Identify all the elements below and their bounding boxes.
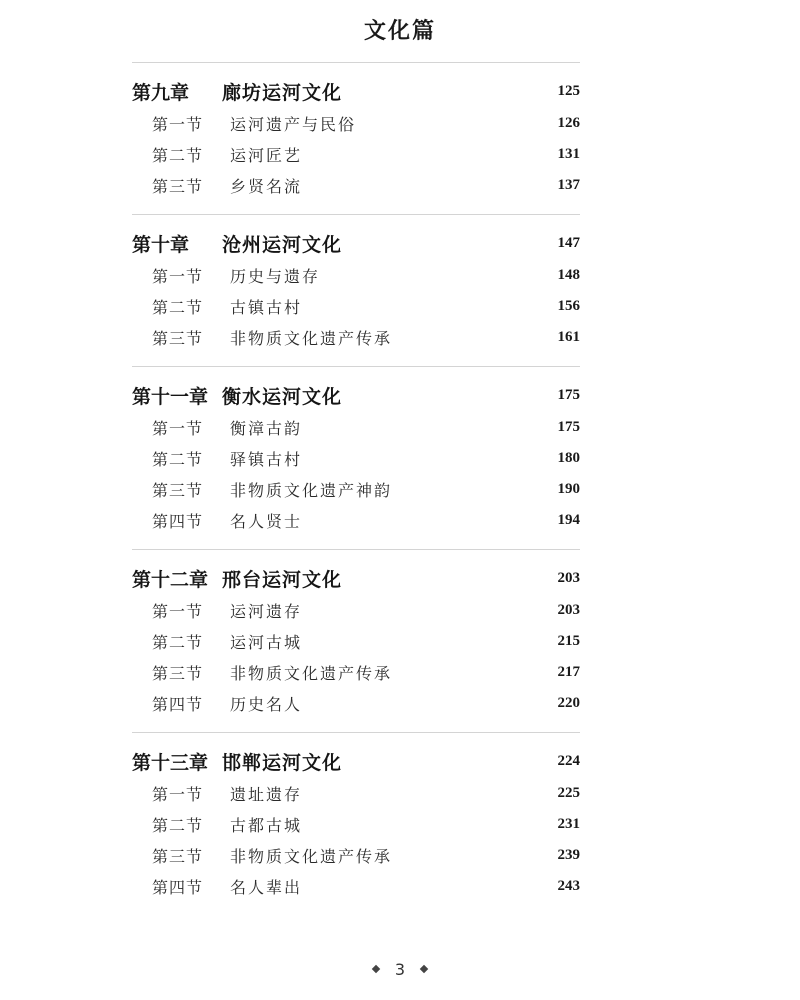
section-page-number: 231 [557,816,580,832]
section-label [132,509,302,532]
chapter-title: 沧州运河文化 [222,233,343,256]
section-label [132,844,392,867]
section-label [132,599,302,622]
section-number: 第二节 [152,298,204,317]
section-page-number: 215 [557,633,580,649]
chapter-number: 第十二章 [132,568,209,591]
chapter-row[interactable] [132,561,580,595]
section-number: 第三节 [152,481,204,500]
section-title: 运河古城 [230,633,303,652]
chapter-label [132,748,342,775]
section-label [132,813,302,836]
section-row[interactable] [132,595,580,626]
section-label [132,112,356,135]
section-row[interactable] [132,170,580,201]
section-number: 第三节 [152,177,204,196]
section-page-number: 137 [557,177,580,193]
page-number: 3 [394,960,406,979]
section-row[interactable] [132,412,580,443]
section-label [132,478,392,501]
section-title: 乡贤名流 [230,177,303,196]
section-row[interactable] [132,260,580,291]
chapter-block [132,549,580,732]
section-number: 第四节 [152,695,204,714]
section-number: 第四节 [152,512,204,531]
section-label [132,661,392,684]
section-title: 非物质文化遗产传承 [230,664,393,683]
section-label [132,326,392,349]
chapter-number: 第九章 [132,81,190,104]
chapter-title: 衡水运河文化 [222,385,343,408]
diamond-ornament-icon [420,964,428,972]
section-number: 第一节 [152,267,204,286]
section-page-number: 131 [557,146,580,162]
section-row[interactable] [132,688,580,719]
section-page-number: 175 [557,419,580,435]
chapter-row[interactable] [132,226,580,260]
section-label [132,264,320,287]
section-row[interactable] [132,840,580,871]
section-title: 运河遗存 [230,602,303,621]
chapter-number: 第十一章 [132,385,209,408]
section-title: 古镇古村 [230,298,303,317]
section-row[interactable] [132,657,580,688]
section-row[interactable] [132,322,580,353]
chapter-page-number: 224 [557,752,580,769]
section-page-number: 217 [557,664,580,680]
section-label [132,143,302,166]
section-row[interactable] [132,809,580,840]
section-title: 运河遗产与民俗 [230,115,357,134]
section-row[interactable] [132,778,580,809]
section-page-number: 203 [557,602,580,618]
table-of-contents [132,62,580,915]
section-page-number: 180 [557,450,580,466]
section-row[interactable] [132,443,580,474]
section-number: 第三节 [152,847,204,866]
chapter-row[interactable] [132,744,580,778]
chapter-page-number: 203 [557,569,580,586]
chapter-label [132,78,342,105]
section-page-number: 225 [557,785,580,801]
section-number: 第二节 [152,633,204,652]
section-title: 非物质文化遗产神韵 [230,481,393,500]
section-number: 第二节 [152,450,204,469]
section-number: 第一节 [152,785,204,804]
diamond-ornament-icon [372,964,380,972]
chapter-label [132,230,342,257]
section-row[interactable] [132,626,580,657]
section-page-number: 243 [557,878,580,894]
section-number: 第二节 [152,816,204,835]
section-page-number: 148 [557,267,580,283]
chapter-block [132,214,580,366]
chapter-row[interactable] [132,378,580,412]
section-row[interactable] [132,474,580,505]
section-page-number: 156 [557,298,580,314]
section-number: 第三节 [152,664,204,683]
chapter-title: 廊坊运河文化 [222,81,343,104]
section-title: 历史与遗存 [230,267,321,286]
section-page-number: 126 [557,115,580,131]
section-label [132,875,302,898]
section-number: 第二节 [152,146,204,165]
section-number: 第三节 [152,329,204,348]
section-number: 第一节 [152,419,204,438]
chapter-number: 第十章 [132,233,190,256]
chapter-label [132,382,342,409]
chapter-page-number: 175 [557,386,580,403]
section-label [132,630,302,653]
section-page-number: 239 [557,847,580,863]
section-title: 名人辈出 [230,878,303,897]
section-page-number: 190 [557,481,580,497]
chapter-row[interactable] [132,74,580,108]
section-row[interactable] [132,139,580,170]
section-label [132,295,302,318]
section-title: 名人贤士 [230,512,303,531]
section-page-number: 194 [557,512,580,528]
section-page-number: 220 [557,695,580,711]
section-title: 文化篇 [363,19,436,44]
section-label [132,174,302,197]
section-row[interactable] [132,108,580,139]
section-number: 第一节 [152,602,204,621]
chapter-number: 第十三章 [132,751,209,774]
section-title: 衡漳古韵 [230,419,303,438]
section-label [132,416,302,439]
chapter-title: 邢台运河文化 [222,568,343,591]
section-label [132,447,302,470]
chapter-page-number: 125 [557,82,580,99]
section-title: 非物质文化遗产传承 [230,329,393,348]
section-title: 运河匠艺 [230,146,303,165]
chapter-block [132,62,580,214]
section-page-number: 161 [557,329,580,345]
section-title: 历史名人 [230,695,303,714]
chapter-label [132,565,342,592]
page-footer [0,960,800,979]
section-label [132,782,302,805]
chapter-block [132,366,580,549]
section-row[interactable] [132,505,580,536]
section-title: 古都古城 [230,816,303,835]
chapter-title: 邯郸运河文化 [222,751,343,774]
section-number: 第四节 [152,878,204,897]
chapter-page-number: 147 [557,234,580,251]
section-row[interactable] [132,291,580,322]
section-label [132,692,302,715]
section-title: 驿镇古村 [230,450,303,469]
chapter-block [132,732,580,915]
section-number: 第一节 [152,115,204,134]
section-title: 遗址遗存 [230,785,303,804]
section-row[interactable] [132,871,580,902]
section-title: 非物质文化遗产传承 [230,847,393,866]
